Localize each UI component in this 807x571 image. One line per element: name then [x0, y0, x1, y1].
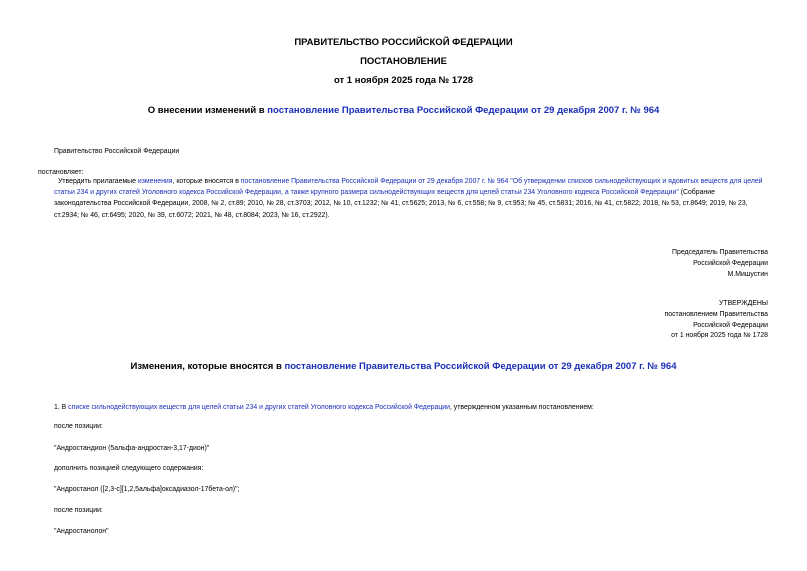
decrees-word: постановляет: — [38, 169, 84, 176]
approved-line-2: постановлением Правительства — [664, 310, 768, 318]
signature-line-3: М.Мишустин — [727, 270, 768, 278]
after-position-2: после позиции: — [54, 507, 103, 514]
substance-1: "Андростандион (5альфа-андростан-3,17-дион)" — [54, 445, 210, 452]
signature-line-2: Российской Федерации — [693, 259, 768, 267]
change-item-1 — [54, 402, 594, 414]
after-position-1: после позиции: — [54, 423, 103, 430]
issuer: Правительство Российской Федерации — [54, 148, 180, 155]
changes-title — [0, 361, 807, 372]
changes-title-prefix: Изменения, которые вносятся в — [130, 361, 285, 372]
p1-text-a: Утвердить прилагаемые — [58, 178, 138, 185]
p1-text-b: , которые вносятся в — [172, 178, 241, 185]
signature-block — [672, 248, 768, 280]
p1-link-decree[interactable]: постановление Правительства Российской Федерации от 29 декабря 2007 г. № 964 "Об утверждении списков сильнодействующих и ядовитых веществ для целей статьи 234 и других статей Уголовного кодекса Российской Федерации, а также крупного размера сильнодействующих веществ для целей статьи 234 Уголовного кодекса Российской Федерации" — [54, 178, 763, 197]
header-date-number: от 1 ноября 2025 года № 1728 — [333, 75, 474, 86]
item1-link[interactable]: списке сильнодействующих веществ для целей статьи 234 и других статей Уголовного кодекса Российской Федерации — [68, 404, 450, 411]
approved-line-4: от 1 ноября 2025 года № 1728 — [671, 332, 768, 340]
document-title-prefix: О внесении изменений в — [147, 105, 268, 116]
substance-new: "Андростанол ([2,3-c][1,2,5альфа]оксадиазол-17бета-ол)"; — [54, 486, 240, 493]
approved-line-3: Российской Федерации — [693, 321, 768, 329]
approved-block — [665, 299, 769, 342]
signature-line-1: Председатель Правительства — [672, 249, 768, 256]
header-government: ПРАВИТЕЛЬСТВО РОССИЙСКОЙ ФЕДЕРАЦИИ — [294, 37, 513, 48]
p1-link-changes[interactable]: изменения — [137, 178, 173, 185]
p1-text-c: (Собрание законодательства Российской Федерации, 2008, № 2, ст.89; 2010, № 28, ст.3703; 2012, № 10, ст.1232; № 41, ст.5625; 2013, № 6, ст.558; № 9, ст.953; № 45, ст.5831; 2016, № 41, ст.5822; 2018, № 53, ст.8649; 2019, № 23, ст.2934; № 46, ст.6495; 2020, № 39, ст.6072; 2021, № 48, ст.8084; 2023, № 16, ст.2922). — [54, 189, 748, 219]
main-paragraph — [54, 176, 768, 221]
header-doc-type: ПОСТАНОВЛЕНИЕ — [360, 56, 447, 67]
changes-title-link[interactable]: постановление Правительства Российской Федерации от 29 декабря 2007 г. № 964 — [284, 361, 677, 372]
approved-line-1: УТВЕРЖДЕНЫ — [719, 300, 768, 307]
document-title-link[interactable]: постановление Правительства Российской Федерации от 29 декабря 2007 г. № 964 — [267, 105, 660, 116]
substance-2: "Андростанолон" — [54, 528, 109, 535]
add-position: дополнить позицией следующего содержания: — [54, 465, 204, 472]
item1-num: 1. В — [54, 404, 69, 411]
item1-rest: , утвержденном указанным постановлением: — [449, 404, 594, 411]
document-title — [0, 105, 807, 116]
